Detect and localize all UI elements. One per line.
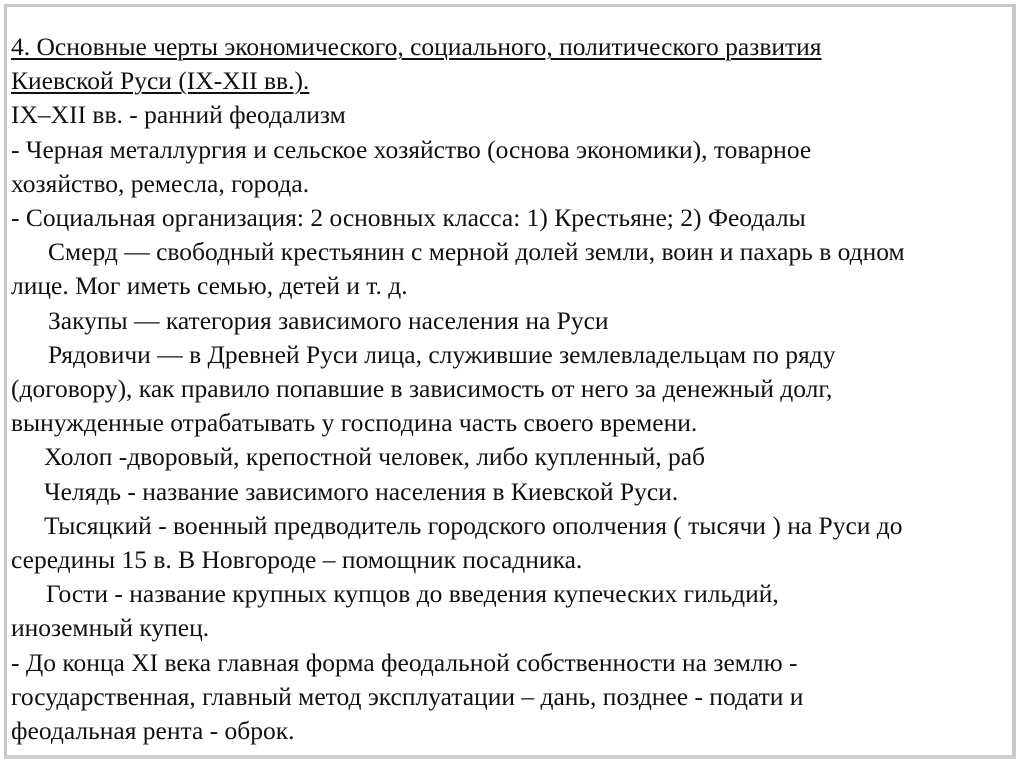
title-line-1: 4. Основные черты экономического, социального, политического развития	[11, 32, 822, 61]
text-line: Рядовичи — в Древней Руси лица, служившие землевладельцам по ряду	[48, 339, 836, 369]
text-line: - Черная металлургия и сельское хозяйство (основа экономики), товарное	[11, 134, 812, 164]
text-line: Гости - название крупных купцов до введения купеческих гильдий,	[46, 579, 779, 609]
text-line: феодальная рента - оброк.	[11, 716, 295, 746]
text-line: Челядь - название зависимого населения в Киевской Руси.	[44, 476, 679, 506]
text-line: - Социальная организация: 2 основных класса: 1) Крестьяне; 2) Феодалы	[11, 203, 806, 233]
text-line: государственная, главный метод эксплуатации – дань, позднее - подати и	[11, 681, 804, 711]
text-line: - До конца XI века главная форма феодальной собственности на землю -	[11, 647, 798, 677]
text-line: хозяйство, ремесла, города.	[11, 168, 310, 198]
text-line: Холоп -дворовый, крепостной человек, либо купленный, раб	[44, 442, 706, 472]
text-line: IX–XII вв. - ранний феодализм	[11, 100, 346, 130]
text-line: вынужденные отрабатывать у господина часть своего времени.	[11, 408, 698, 438]
text-line: лице. Мог иметь семью, детей и т. д.	[11, 271, 408, 301]
text-line: Закупы — категория зависимого населения на Руси	[48, 305, 609, 335]
document-body	[11, 30, 1016, 748]
text-line: иноземный купец.	[11, 613, 210, 643]
text-line: середины 15 в. В Новгороде – помощник посадника.	[11, 545, 583, 575]
text-line: Тысяцкий - военный предводитель городского ополчения ( тысячи ) на Руси до	[44, 510, 903, 540]
title-line-2: Киевской Руси (IX-XII вв.).	[11, 66, 310, 96]
text-line: Смерд — свободный крестьянин с мерной долей земли, воин и пахарь в одном	[48, 237, 905, 267]
text-line: (договору), как правило попавшие в зависимость от него за денежный долг,	[11, 374, 833, 404]
